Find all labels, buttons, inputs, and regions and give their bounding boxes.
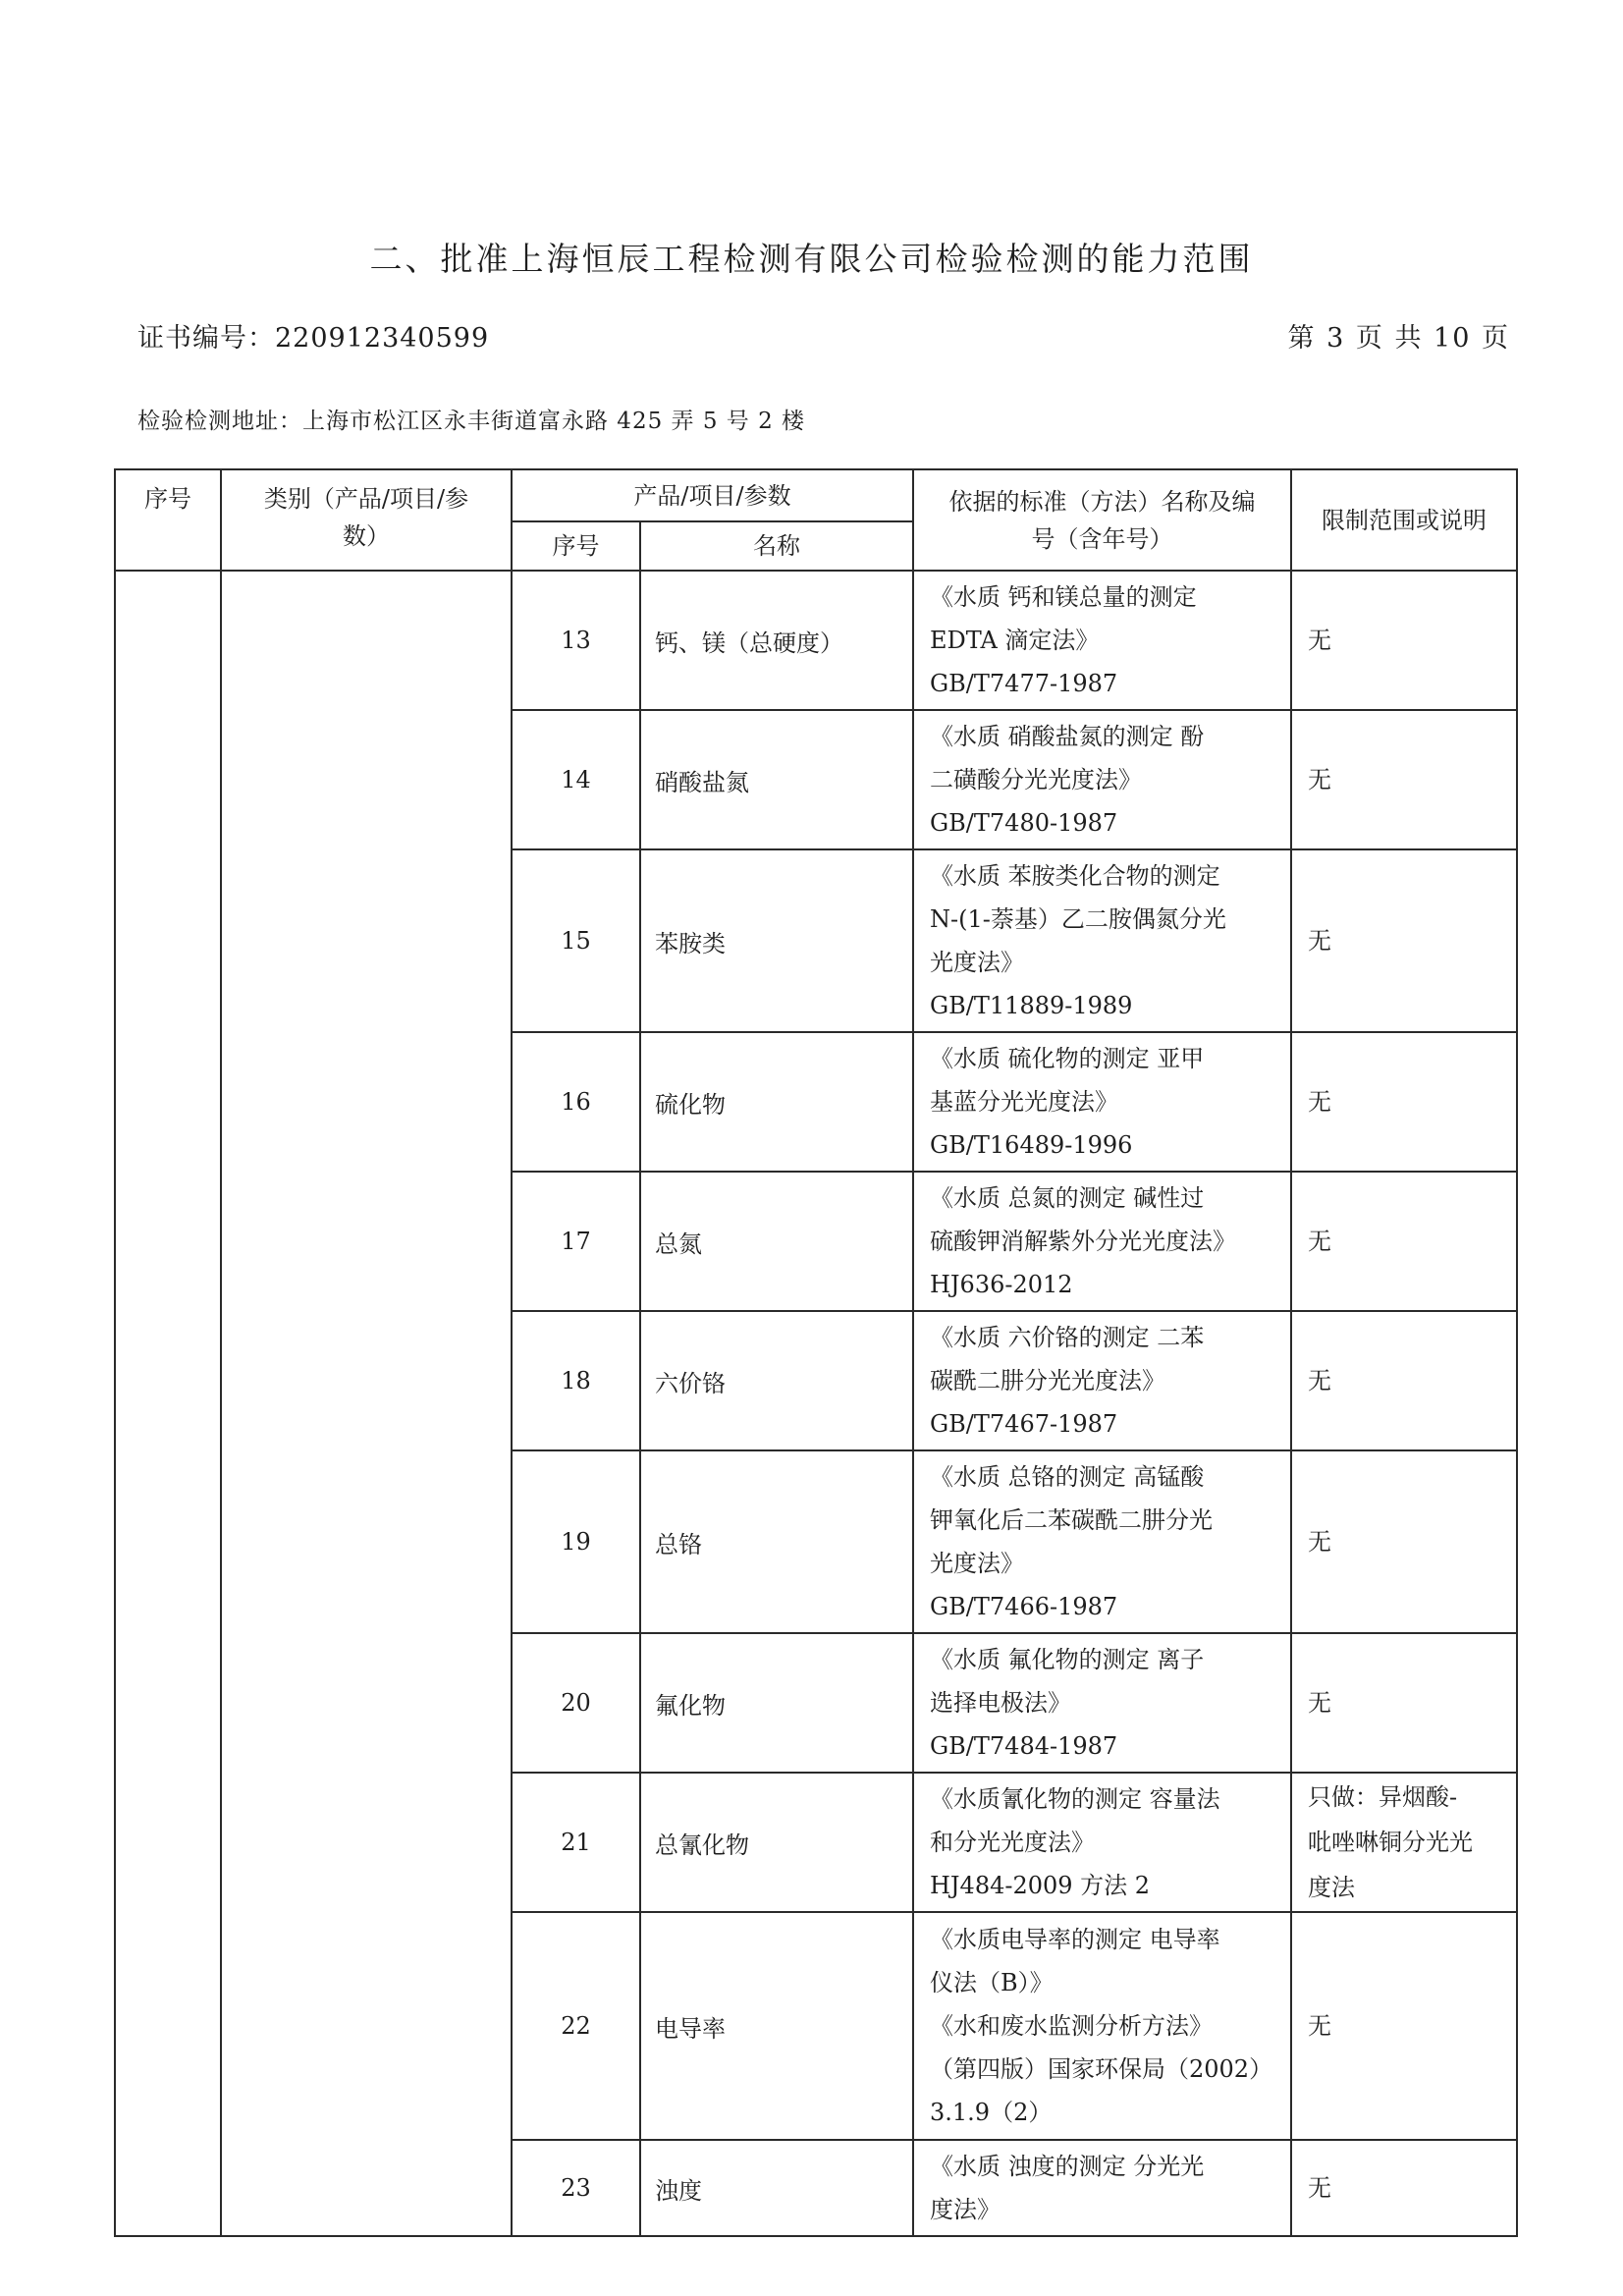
limit-description	[1291, 710, 1517, 849]
standard-line: HJ484-2009 方法 2	[930, 1872, 1151, 1899]
certificate-number-line	[137, 316, 489, 355]
item-number: 13	[512, 571, 640, 710]
item-name: 硫化物	[640, 1032, 913, 1172]
standard-line: GB/T11889-1989	[930, 992, 1133, 1019]
standard-method	[913, 1450, 1291, 1633]
header-standard-line1: 依据的标准（方法）名称及编	[948, 487, 1256, 516]
header-limit: 限制范围或说明	[1291, 469, 1517, 571]
item-name: 苯胺类	[640, 849, 913, 1032]
standard-method	[913, 1311, 1291, 1450]
limit-description	[1291, 571, 1517, 710]
limit-line: 无	[1308, 2012, 1331, 2040]
standard-line: 碳酰二肼分光光度法》	[930, 1367, 1165, 1394]
item-number: 20	[512, 1633, 640, 1773]
header-category	[221, 469, 512, 571]
item-name: 总氰化物	[640, 1773, 913, 1912]
limit-line: 无	[1308, 1088, 1331, 1116]
table-row	[115, 571, 1517, 710]
header-sub-seq: 序号	[512, 521, 640, 571]
limit-line: 无	[1308, 766, 1331, 793]
standard-line: HJ636-2012	[930, 1271, 1073, 1298]
table-body	[115, 571, 1517, 2236]
capability-scope-table	[114, 468, 1518, 2237]
standard-line: GB/T7484-1987	[930, 1732, 1118, 1760]
item-name: 硝酸盐氮	[640, 710, 913, 849]
limit-description	[1291, 1912, 1517, 2140]
address-label: 检验检测地址：	[137, 409, 302, 434]
standard-method	[913, 1032, 1291, 1172]
standard-line: GB/T7477-1987	[930, 670, 1118, 697]
standard-line: 光度法》	[930, 1550, 1024, 1577]
header-category-line2: 数）	[343, 522, 390, 550]
limit-line: 无	[1308, 627, 1331, 654]
item-number: 15	[512, 849, 640, 1032]
standard-line: GB/T7480-1987	[930, 809, 1118, 837]
certificate-label: 证书编号：	[137, 323, 275, 354]
standard-method	[913, 571, 1291, 710]
item-number: 19	[512, 1450, 640, 1633]
standard-line: 度法》	[930, 2196, 1001, 2223]
standard-line: GB/T16489-1996	[930, 1131, 1133, 1159]
address-value: 上海市松江区永丰街道富永路 425 弄 5 号 2 楼	[302, 409, 806, 434]
standard-line: （第四版）国家环保局（2002）	[930, 2055, 1273, 2083]
standard-line: 《水质 六价铬的测定 二苯	[930, 1324, 1205, 1351]
standard-line: 光度法》	[930, 949, 1024, 976]
limit-line: 无	[1308, 1367, 1331, 1394]
item-number: 14	[512, 710, 640, 849]
standard-line: 《水质 钙和镁总量的测定	[930, 583, 1197, 611]
header-seq: 序号	[115, 469, 221, 571]
standard-line: 二磺酸分光光度法》	[930, 766, 1142, 793]
page-number-info: 第 3 页 共 10 页	[1287, 323, 1510, 354]
item-number: 22	[512, 1912, 640, 2140]
standard-line: 《水质 硝酸盐氮的测定 酚	[930, 723, 1205, 750]
limit-description	[1291, 1172, 1517, 1311]
header-product: 产品/项目/参数	[512, 469, 913, 521]
category-column-empty	[221, 571, 512, 2236]
standard-method	[913, 2140, 1291, 2236]
item-number: 23	[512, 2140, 640, 2236]
limit-description	[1291, 2140, 1517, 2236]
limit-description	[1291, 849, 1517, 1032]
limit-line: 无	[1308, 927, 1331, 955]
standard-line: 基蓝分光光度法》	[930, 1088, 1118, 1116]
item-name: 总氮	[640, 1172, 913, 1311]
standard-line: 和分光光度法》	[930, 1829, 1095, 1856]
limit-line: 无	[1308, 1528, 1331, 1556]
standard-method	[913, 1172, 1291, 1311]
item-name: 钙、镁（总硬度）	[640, 571, 913, 710]
standard-line: 3.1.9（2）	[930, 2099, 1053, 2126]
standard-line: 仪法（B）》	[930, 1969, 1054, 1996]
header-standard-line2: 号（含年号）	[1031, 524, 1173, 553]
limit-line: 吡唑啉铜分光光	[1308, 1829, 1473, 1856]
standard-method	[913, 1633, 1291, 1773]
limit-line: 只做：异烟酸-	[1308, 1783, 1458, 1811]
item-name: 电导率	[640, 1912, 913, 2140]
header-sub-name: 名称	[640, 521, 913, 571]
limit-line: 无	[1308, 1228, 1331, 1255]
item-number: 18	[512, 1311, 640, 1450]
item-number: 21	[512, 1773, 640, 1912]
standard-line: 钾氧化后二苯碳酰二肼分光	[930, 1506, 1213, 1534]
item-name: 六价铬	[640, 1311, 913, 1450]
standard-line: 《水质 硫化物的测定 亚甲	[930, 1045, 1205, 1072]
standard-line: 《水质 总铬的测定 高锰酸	[930, 1463, 1205, 1491]
limit-description	[1291, 1032, 1517, 1172]
standard-method	[913, 1912, 1291, 2140]
limit-description	[1291, 1311, 1517, 1450]
header-category-line1: 类别（产品/项目/参	[263, 485, 469, 513]
limit-line: 无	[1308, 1689, 1331, 1717]
standard-method	[913, 1773, 1291, 1912]
standard-line: EDTA 滴定法》	[930, 627, 1100, 654]
standard-line: 《水质 浊度的测定 分光光	[930, 2153, 1205, 2180]
item-name: 浊度	[640, 2140, 913, 2236]
seq-column-empty	[115, 571, 221, 2236]
header-standard	[913, 469, 1291, 571]
standard-line: 《水质 氟化物的测定 离子	[930, 1646, 1205, 1673]
item-number: 16	[512, 1032, 640, 1172]
standard-line: GB/T7466-1987	[930, 1593, 1118, 1620]
standard-line: 《水质电导率的测定 电导率	[930, 1926, 1220, 1953]
standard-method	[913, 710, 1291, 849]
standard-method	[913, 849, 1291, 1032]
limit-description	[1291, 1773, 1517, 1912]
certificate-number: 220912340599	[275, 323, 490, 354]
standard-line: 选择电极法》	[930, 1689, 1071, 1717]
standard-line: 《水质氰化物的测定 容量法	[930, 1785, 1220, 1813]
standard-line: 《水和废水监测分析方法》	[930, 2012, 1213, 2040]
standard-line: 《水质 苯胺类化合物的测定	[930, 862, 1220, 890]
item-number: 17	[512, 1172, 640, 1311]
limit-line: 无	[1308, 2174, 1331, 2202]
item-name: 氟化物	[640, 1633, 913, 1773]
page-title: 二、批准上海恒辰工程检测有限公司检验检测的能力范围	[369, 240, 1254, 278]
item-name: 总铬	[640, 1450, 913, 1633]
limit-description	[1291, 1633, 1517, 1773]
standard-line: N-(1-萘基）乙二胺偶氮分光	[930, 905, 1226, 933]
standard-line: GB/T7467-1987	[930, 1410, 1118, 1438]
test-address-line	[137, 403, 805, 435]
limit-description	[1291, 1450, 1517, 1633]
standard-line: 硫酸钾消解紫外分光光度法》	[930, 1228, 1236, 1255]
limit-line: 度法	[1308, 1874, 1355, 1901]
standard-line: 《水质 总氮的测定 碱性过	[930, 1184, 1205, 1212]
